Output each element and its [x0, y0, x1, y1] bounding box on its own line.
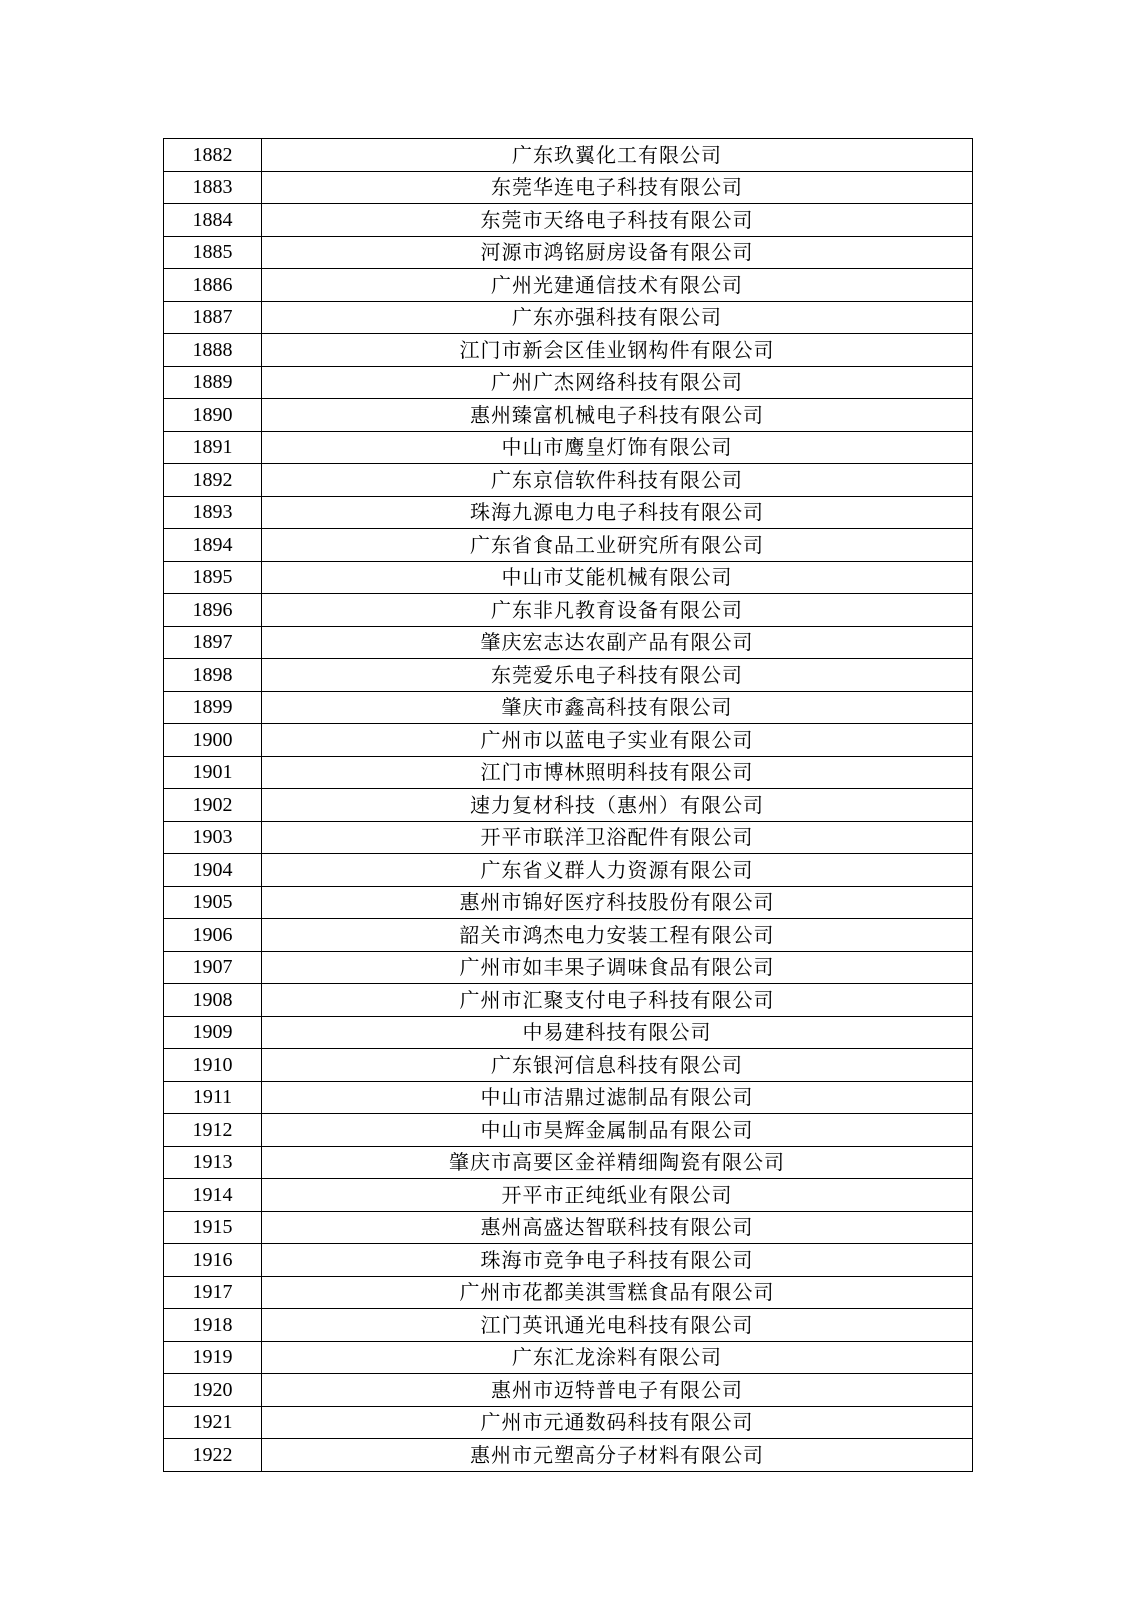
row-number-cell: 1905: [164, 886, 262, 919]
table-row: [164, 1406, 973, 1439]
row-number-cell: 1904: [164, 854, 262, 887]
row-number-cell: 1912: [164, 1114, 262, 1147]
row-number-cell: 1882: [164, 139, 262, 172]
table-row: [164, 951, 973, 984]
row-number-cell: 1895: [164, 561, 262, 594]
row-number-cell: 1897: [164, 626, 262, 659]
table-row: [164, 1341, 973, 1374]
company-name-cell: 珠海九源电力电子科技有限公司: [262, 496, 973, 529]
table-row: [164, 139, 973, 172]
table-row: [164, 691, 973, 724]
row-number-cell: 1885: [164, 236, 262, 269]
table-row: [164, 1276, 973, 1309]
company-name-cell: 河源市鸿铭厨房设备有限公司: [262, 236, 973, 269]
company-name-cell: 中易建科技有限公司: [262, 1016, 973, 1049]
company-name-cell: 广州广杰网络科技有限公司: [262, 366, 973, 399]
company-name-cell: 广州市以蓝电子实业有限公司: [262, 724, 973, 757]
table-row: [164, 854, 973, 887]
company-name-cell: 广州光建通信技术有限公司: [262, 269, 973, 302]
table-row: [164, 821, 973, 854]
table-row: [164, 269, 973, 302]
table-row: [164, 171, 973, 204]
row-number-cell: 1889: [164, 366, 262, 399]
company-name-cell: 珠海市竞争电子科技有限公司: [262, 1244, 973, 1277]
table-row: [164, 984, 973, 1017]
table-row: [164, 1211, 973, 1244]
company-name-cell: 江门市新会区佳业钢构件有限公司: [262, 334, 973, 367]
row-number-cell: 1911: [164, 1081, 262, 1114]
row-number-cell: 1919: [164, 1341, 262, 1374]
table-row: [164, 886, 973, 919]
company-name-cell: 惠州高盛达智联科技有限公司: [262, 1211, 973, 1244]
company-list-table: [163, 138, 973, 1472]
row-number-cell: 1894: [164, 529, 262, 562]
table-row: [164, 1081, 973, 1114]
table-row: [164, 1146, 973, 1179]
company-name-cell: 速力复材科技（惠州）有限公司: [262, 789, 973, 822]
row-number-cell: 1914: [164, 1179, 262, 1212]
row-number-cell: 1888: [164, 334, 262, 367]
row-number-cell: 1893: [164, 496, 262, 529]
company-name-cell: 惠州市锦好医疗科技股份有限公司: [262, 886, 973, 919]
company-name-cell: 广东省义群人力资源有限公司: [262, 854, 973, 887]
company-name-cell: 东莞爱乐电子科技有限公司: [262, 659, 973, 692]
row-number-cell: 1921: [164, 1406, 262, 1439]
row-number-cell: 1891: [164, 431, 262, 464]
company-name-cell: 广东亦强科技有限公司: [262, 301, 973, 334]
company-name-cell: 广州市花都美淇雪糕食品有限公司: [262, 1276, 973, 1309]
company-name-cell: 广东银河信息科技有限公司: [262, 1049, 973, 1082]
table-row: [164, 301, 973, 334]
company-name-cell: 广东非凡教育设备有限公司: [262, 594, 973, 627]
table-row: [164, 529, 973, 562]
row-number-cell: 1906: [164, 919, 262, 952]
row-number-cell: 1892: [164, 464, 262, 497]
table-row: [164, 399, 973, 432]
company-name-cell: 开平市正纯纸业有限公司: [262, 1179, 973, 1212]
company-name-cell: 开平市联洋卫浴配件有限公司: [262, 821, 973, 854]
table-row: [164, 1114, 973, 1147]
row-number-cell: 1902: [164, 789, 262, 822]
table-body: [164, 139, 973, 1472]
table-row: [164, 756, 973, 789]
table-row: [164, 724, 973, 757]
table-row: [164, 1374, 973, 1407]
table-row: [164, 1309, 973, 1342]
row-number-cell: 1899: [164, 691, 262, 724]
table-row: [164, 204, 973, 237]
table-row: [164, 464, 973, 497]
row-number-cell: 1903: [164, 821, 262, 854]
company-name-cell: 广东汇龙涂料有限公司: [262, 1341, 973, 1374]
table-row: [164, 1016, 973, 1049]
row-number-cell: 1908: [164, 984, 262, 1017]
row-number-cell: 1886: [164, 269, 262, 302]
table-row: [164, 334, 973, 367]
row-number-cell: 1922: [164, 1439, 262, 1472]
row-number-cell: 1918: [164, 1309, 262, 1342]
table-row: [164, 561, 973, 594]
table-row: [164, 919, 973, 952]
row-number-cell: 1898: [164, 659, 262, 692]
table-row: [164, 236, 973, 269]
company-name-cell: 江门市博林照明科技有限公司: [262, 756, 973, 789]
row-number-cell: 1910: [164, 1049, 262, 1082]
company-name-cell: 广东省食品工业研究所有限公司: [262, 529, 973, 562]
table-row: [164, 594, 973, 627]
row-number-cell: 1920: [164, 1374, 262, 1407]
company-name-cell: 广东玖翼化工有限公司: [262, 139, 973, 172]
company-name-cell: 江门英讯通光电科技有限公司: [262, 1309, 973, 1342]
row-number-cell: 1917: [164, 1276, 262, 1309]
company-name-cell: 广东京信软件科技有限公司: [262, 464, 973, 497]
company-name-cell: 广州市汇聚支付电子科技有限公司: [262, 984, 973, 1017]
company-name-cell: 东莞华连电子科技有限公司: [262, 171, 973, 204]
company-name-cell: 惠州市元塑高分子材料有限公司: [262, 1439, 973, 1472]
row-number-cell: 1907: [164, 951, 262, 984]
table-row: [164, 366, 973, 399]
table-row: [164, 496, 973, 529]
row-number-cell: 1887: [164, 301, 262, 334]
company-name-cell: 中山市鹰皇灯饰有限公司: [262, 431, 973, 464]
company-name-cell: 中山市洁鼎过滤制品有限公司: [262, 1081, 973, 1114]
table-row: [164, 1179, 973, 1212]
table-row: [164, 1049, 973, 1082]
row-number-cell: 1916: [164, 1244, 262, 1277]
row-number-cell: 1901: [164, 756, 262, 789]
company-name-cell: 肇庆市高要区金祥精细陶瓷有限公司: [262, 1146, 973, 1179]
row-number-cell: 1890: [164, 399, 262, 432]
row-number-cell: 1909: [164, 1016, 262, 1049]
company-name-cell: 东莞市天络电子科技有限公司: [262, 204, 973, 237]
row-number-cell: 1913: [164, 1146, 262, 1179]
row-number-cell: 1883: [164, 171, 262, 204]
company-name-cell: 广州市元通数码科技有限公司: [262, 1406, 973, 1439]
table-row: [164, 1439, 973, 1472]
company-name-cell: 韶关市鸿杰电力安装工程有限公司: [262, 919, 973, 952]
table-row: [164, 1244, 973, 1277]
company-name-cell: 肇庆市鑫高科技有限公司: [262, 691, 973, 724]
table-row: [164, 626, 973, 659]
company-name-cell: 惠州市迈特普电子有限公司: [262, 1374, 973, 1407]
table-row: [164, 431, 973, 464]
row-number-cell: 1884: [164, 204, 262, 237]
company-name-cell: 惠州臻富机械电子科技有限公司: [262, 399, 973, 432]
company-name-cell: 中山市昊辉金属制品有限公司: [262, 1114, 973, 1147]
row-number-cell: 1900: [164, 724, 262, 757]
company-name-cell: 中山市艾能机械有限公司: [262, 561, 973, 594]
table-row: [164, 659, 973, 692]
row-number-cell: 1896: [164, 594, 262, 627]
company-name-cell: 广州市如丰果子调味食品有限公司: [262, 951, 973, 984]
company-name-cell: 肇庆宏志达农副产品有限公司: [262, 626, 973, 659]
row-number-cell: 1915: [164, 1211, 262, 1244]
table-row: [164, 789, 973, 822]
